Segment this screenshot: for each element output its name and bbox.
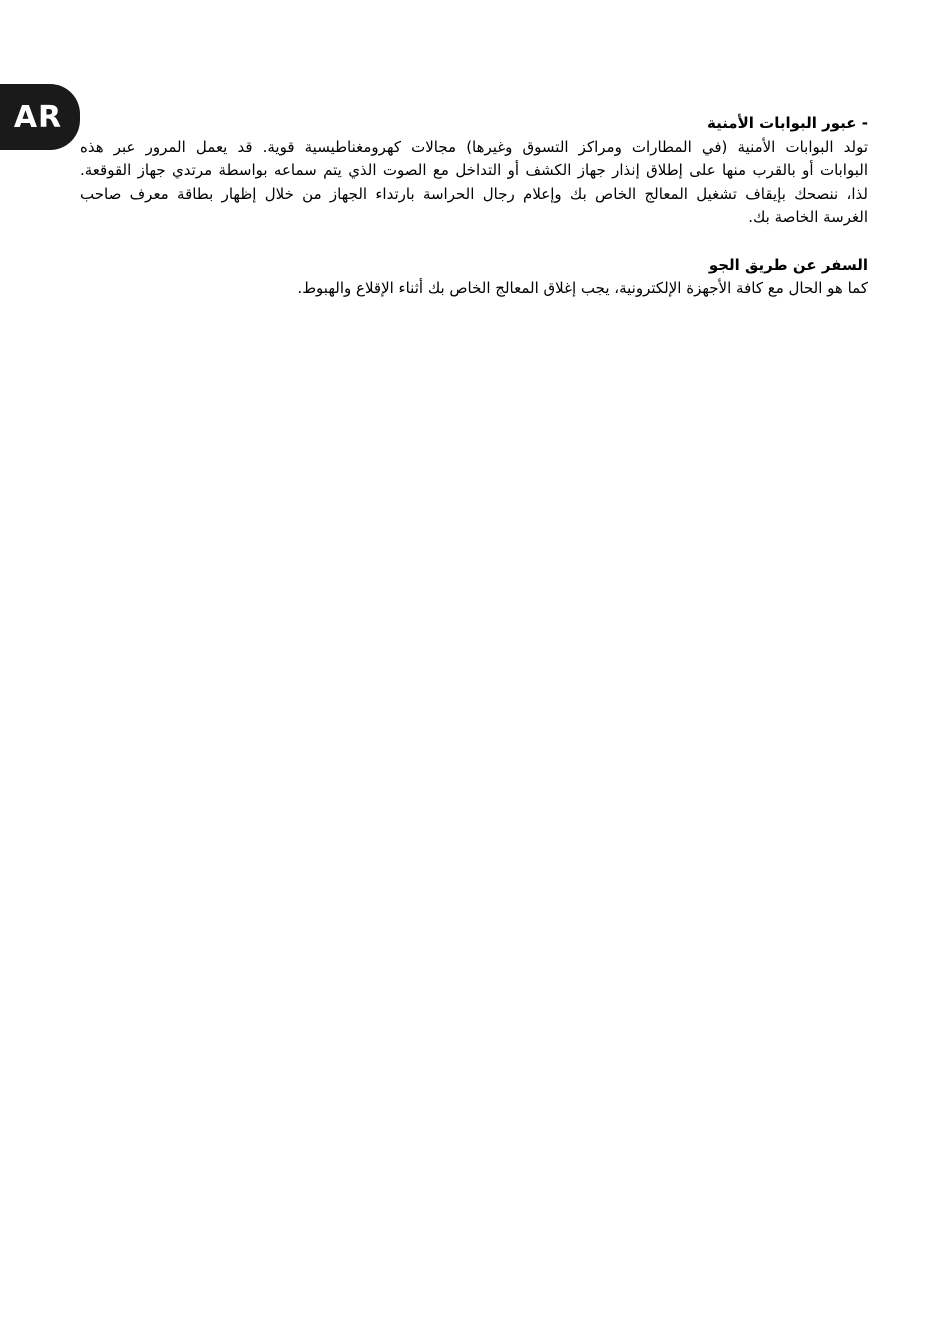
section-heading-security-gates: - عبور البوابات الأمنية [706, 114, 868, 132]
air-travel-paragraph: كما هو الحال مع كافة الأجهزة الإلكترونية، يجب إغلاق المعالج الخاص بك أثناء الإقلاع والهبوط. [297, 279, 868, 297]
section-heading-air-travel: السفر عن طريق الجو [708, 255, 868, 274]
language-tab-label: AR [13, 99, 63, 135]
language-tab [0, 84, 80, 150]
paragraph-line: لذا، ننصحك بإيقاف تشغيل المعالج الخاص بك وإعلام رجال الحراسة بارتداء الجهاز من خلال إظهار بطاقة معرف صاحب [80, 184, 868, 203]
paragraph-line: البوابات أو بالقرب منها على إطلاق إنذار جهاز الكشف أو التداخل مع الصوت الذي يتم سماعه بواسطة مرتدي جهاز القوقعة. [80, 161, 868, 179]
section-spacer [80, 230, 868, 254]
paragraph-line: الغرسة الخاصة بك. [748, 208, 868, 226]
document-body [80, 112, 868, 301]
security-gates-paragraph [80, 136, 868, 230]
paragraph-line: تولد البوابات الأمنية (في المطارات ومراكز التسوق وغيرها) مجالات كهرومغناطيسية قوية. قد يعمل المرور عبر هذه [80, 137, 868, 156]
